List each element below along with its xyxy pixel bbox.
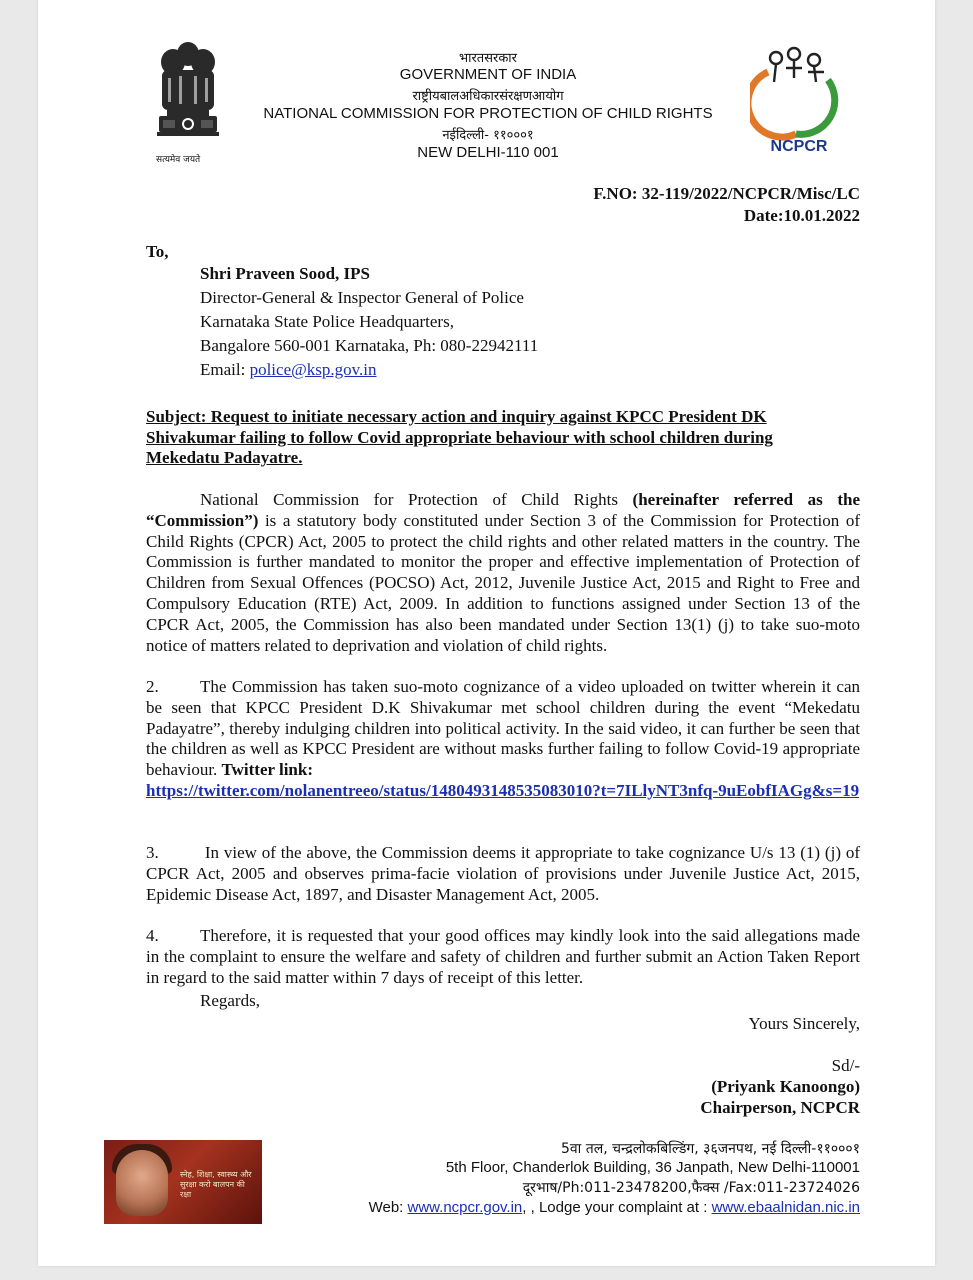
header-hindi-commission: राष्ट्रीयबालअधिकारसंरक्षणआयोग: [412, 89, 564, 104]
paragraph-3: [146, 843, 860, 905]
paragraph-2-number: 2.: [146, 677, 159, 696]
file-reference: [593, 183, 860, 227]
letter-page: [38, 0, 935, 1266]
letter-subject: Subject: Request to initiate necessary action and inquiry against KPCC President DK Shivakumar failing to follow Covid appropriate behaviour with school children during Mekedatu Padayatre.: [146, 407, 773, 467]
closing: Yours Sincerely,: [748, 1014, 860, 1033]
twitter-link-label: Twitter link:: [221, 760, 313, 780]
header-city: NEW DELHI-110 001: [417, 144, 559, 161]
national-emblem-icon: [153, 40, 223, 152]
signatory-designation: Chairperson, NCPCR: [700, 1098, 860, 1117]
child-face-shape: [116, 1150, 168, 1216]
recipient-name: Shri Praveen Sood, IPS: [200, 264, 371, 283]
signed-mark: Sd/-: [831, 1056, 860, 1075]
paragraph-1-text-b: is a statutory body constituted under Section 3 of the Commission for Protection of Child Rights (CPCR) Act, 2005 to protect the child rights and other related matters in the country. The Commission is further mandated to monitor the proper and effective implementation of Protection of Children from Sexual Offences (POCSO) Act, 2012, Juvenile Justice Act, 2015 and Right to Free and Compulsory Education (RTE) Act, 2009. In addition to functions assigned under Section 13 of the CPCR Act, 2005, the Commission has also been mandated under Section 13(1) (j) to take suo-moto notice of matters related to deprivation and violation of child rights.: [146, 510, 860, 655]
paragraph-1: [146, 490, 860, 656]
ebaalnidan-link[interactable]: www.ebaalnidan.nic.in: [711, 1199, 860, 1216]
recipient-city: Bangalore 560-001 Karnataka, Ph: 080-22942111: [200, 336, 539, 355]
header-commission: NATIONAL COMMISSION FOR PROTECTION OF CHILD RIGHTS: [263, 105, 713, 122]
footer-hindi-address: 5वा तल, चन्द्रलोकबिल्डिंग, ३६जनपथ, नई दिल्ली-११०००१: [560, 1141, 860, 1157]
paragraph-4-number: 4.: [146, 926, 159, 945]
header-hindi-government: भारतसरकार: [458, 51, 517, 66]
campaign-slogan: स्नेह, शिक्षा, स्वास्थ्य और सुरक्षा करो बालपन की रक्षा: [180, 1170, 252, 1199]
footer-campaign-image: [104, 1140, 262, 1224]
recipient-email-line: [200, 358, 538, 382]
ncpcr-website-link[interactable]: www.ncpcr.gov.in: [407, 1199, 523, 1216]
footer-phone: दूरभाष/Ph:011-23478200,फैक्स /Fax:011-23724026: [522, 1180, 860, 1196]
paragraph-1-text-a: National Commission for Protection of Child Rights: [200, 490, 633, 509]
twitter-link[interactable]: https://twitter.com/nolanentreeo/status/1480493148535083010?t=7ILlyNT3nfq-9uEobfIAGg&s=19: [146, 780, 860, 800]
paragraph-4-text: Therefore, it is requested that your good offices may kindly look into the said allegations made in the complaint to ensure the welfare and safety of children and further submit an Action Taken Report in regard to the said matter within 7 days of receipt of this letter.: [146, 926, 860, 987]
ncpcr-logo-text: NCPCR: [770, 138, 828, 155]
paragraph-4: [146, 926, 860, 988]
header-government: GOVERNMENT OF INDIA: [399, 66, 577, 83]
recipient-office: Karnataka State Police Headquarters,: [200, 312, 454, 331]
footer-address: 5th Floor, Chanderlok Building, 36 Janpath, New Delhi-110001: [445, 1159, 860, 1176]
recipient-address: [200, 262, 538, 382]
letter-date: Date:10.01.2022: [743, 206, 860, 225]
paragraph-3-number: 3.: [146, 843, 159, 862]
recipient-title: Director-General & Inspector General of Police: [200, 288, 524, 307]
emblem-motto: सत्यमेव जयते: [156, 155, 201, 165]
footer-web-line: [369, 1198, 860, 1218]
recipient-email-link[interactable]: police@ksp.gov.in: [249, 360, 377, 379]
header-hindi-city: नईदिल्ली- ११०००१: [442, 128, 534, 143]
email-label: Email:: [200, 360, 250, 379]
signatory-name: (Priyank Kanoongo): [711, 1077, 860, 1096]
to-label: To,: [146, 242, 169, 261]
web-label: Web:: [368, 1199, 408, 1216]
paragraph-2: [146, 677, 860, 802]
file-number: F.NO: 32-119/2022/NCPCR/Misc/LC: [593, 184, 860, 203]
paragraph-3-text: In view of the above, the Commission deems it appropriate to take cognizance U/s 13 (1) (j) of CPCR Act, 2005 and observes prima-facie violation of provisions under Juvenile Justice Act, 2015, Epidemic Disease Act, 1897, and Disaster Management Act, 2005.: [146, 843, 860, 904]
ncpcr-logo-icon: [750, 42, 842, 142]
regards: Regards,: [200, 991, 260, 1010]
paragraph-2-text: The Commission has taken suo-moto cognizance of a video uploaded on twitter wherein it can be seen that KPCC President D.K Shivakumar met school children during the event “Mekedatu Padayatre”, thereby indulging children into political activity. In the said video, it can further be seen that the children as well as KPCC President are without masks further failing to follow Covid-19 appropriate behaviour.: [146, 677, 860, 780]
paragraph-1-bold: (hereinafter referred as the “Commission”): [146, 490, 861, 530]
complaint-label: , , Lodge your complaint at :: [522, 1199, 712, 1216]
